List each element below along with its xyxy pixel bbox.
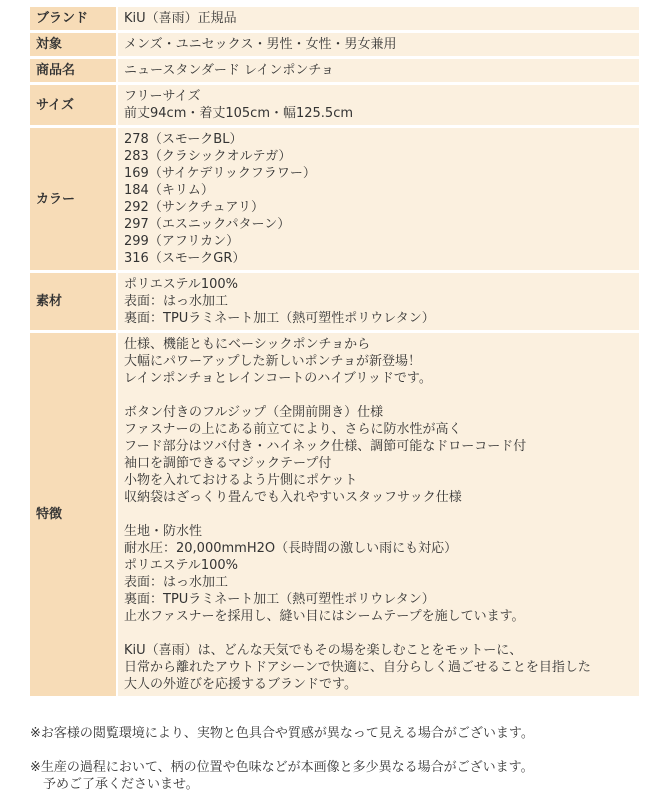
color-option: 316（スモークGR） <box>124 251 246 266</box>
size-line: フリーサイズ <box>124 89 201 104</box>
note-production-variance <box>30 759 640 793</box>
spec-row-brand <box>30 7 639 30</box>
color-option: 184（キリム） <box>124 183 214 198</box>
color-option: 292（サンクチュアリ） <box>124 200 264 215</box>
note-line: ※生産の過程において、柄の位置や色味などが本画像と多少異なる場合がございます。 <box>30 760 534 775</box>
spec-row-size <box>30 85 639 125</box>
feature-line: 小物を入れておけるよう片側にポケット <box>124 473 358 488</box>
spec-label-brand: ブランド <box>30 7 116 30</box>
spec-label-color: カラー <box>30 128 116 270</box>
feature-line: 止水ファスナーを採用し、縫い目にはシームテープを施しています。 <box>124 609 525 624</box>
spec-label-product-name: 商品名 <box>30 59 116 82</box>
material-line: 表面：はっ水加工 <box>124 294 229 309</box>
feature-line: ポリエステル100% <box>124 558 238 573</box>
spec-value-features <box>116 333 639 696</box>
color-option: 278（スモークBL） <box>124 132 243 147</box>
material-line: ポリエステル100% <box>124 277 238 292</box>
feature-line: 袖口を調節できるマジックテープ付 <box>124 456 332 471</box>
feature-line: 日常から離れたアウトドアシーンで快適に、自分らしく過ごせることを目指した <box>124 660 591 675</box>
spec-row-product-name <box>30 59 639 82</box>
spec-label-material: 素材 <box>30 273 116 330</box>
spec-row-material <box>30 273 639 330</box>
feature-line: フード部分はツバ付き・ハイネック仕様、調節可能なドローコード付 <box>124 439 527 454</box>
spec-row-color <box>30 128 639 270</box>
feature-line: 収納袋はざっくり畳んでも入れやすいスタッフサック仕様 <box>124 490 462 505</box>
material-line: 裏面：TPUラミネート加工（熱可塑性ポリウレタン） <box>124 311 435 326</box>
spec-row-features <box>30 333 639 696</box>
feature-line: レインポンチョとレインコートのハイブリッドです。 <box>124 371 432 386</box>
color-option: 299（アフリカン） <box>124 234 240 249</box>
spec-row-target <box>30 33 639 56</box>
spec-value-material <box>116 273 639 330</box>
spec-value-color <box>116 128 639 270</box>
note-display-environment <box>30 725 640 742</box>
feature-line: 耐水圧：20,000mmH2O（長時間の激しい雨にも対応） <box>124 541 458 556</box>
feature-line: 表面：はっ水加工 <box>124 575 229 590</box>
notes-section <box>30 725 640 810</box>
color-option: 169（サイケデリックフラワー） <box>124 166 316 181</box>
feature-line: 生地・防水性 <box>124 524 203 539</box>
size-line: 前丈94cm・着丈105cm・幅125.5cm <box>124 106 354 121</box>
feature-line: 裏面：TPUラミネート加工（熱可塑性ポリウレタン） <box>124 592 435 607</box>
feature-line: ボタン付きのフルジップ（全開前開き）仕様 <box>124 405 384 420</box>
spec-value-target: メンズ・ユニセックス・男性・女性・男女兼用 <box>116 33 639 56</box>
paragraph-gap <box>124 506 633 523</box>
spec-value-size <box>116 85 639 125</box>
spec-label-target: 対象 <box>30 33 116 56</box>
spec-table <box>30 4 639 699</box>
feature-line: KiU（喜雨）は、どんな天気でもその場を楽しむことをモットーに、 <box>124 643 523 658</box>
spec-label-features: 特徴 <box>30 333 116 696</box>
feature-line: 大人の外遊びを応援するブランドです。 <box>124 677 357 692</box>
note-line: 予めご了承くださいませ。 <box>43 777 199 792</box>
paragraph-gap <box>124 387 633 404</box>
spec-value-product-name: ニュースタンダード レインポンチョ <box>116 59 639 82</box>
feature-line: 仕様、機能ともにベーシックポンチョから <box>124 337 371 352</box>
color-option: 297（エスニックパターン） <box>124 217 291 232</box>
color-option: 283（クラシックオルテガ） <box>124 149 292 164</box>
feature-line: ファスナーの上にある前立てにより、さらに防水性が高く <box>124 422 462 437</box>
spec-label-size: サイズ <box>30 85 116 125</box>
paragraph-gap <box>124 625 633 642</box>
feature-line: 大幅にパワーアップした新しいポンチョが新登場！ <box>124 354 422 369</box>
note-line: ※お客様の閲覧環境により、実物と色具合や質感が異なって見える場合がございます。 <box>30 726 534 741</box>
spec-value-brand: KiU（喜雨）正規品 <box>116 7 639 30</box>
